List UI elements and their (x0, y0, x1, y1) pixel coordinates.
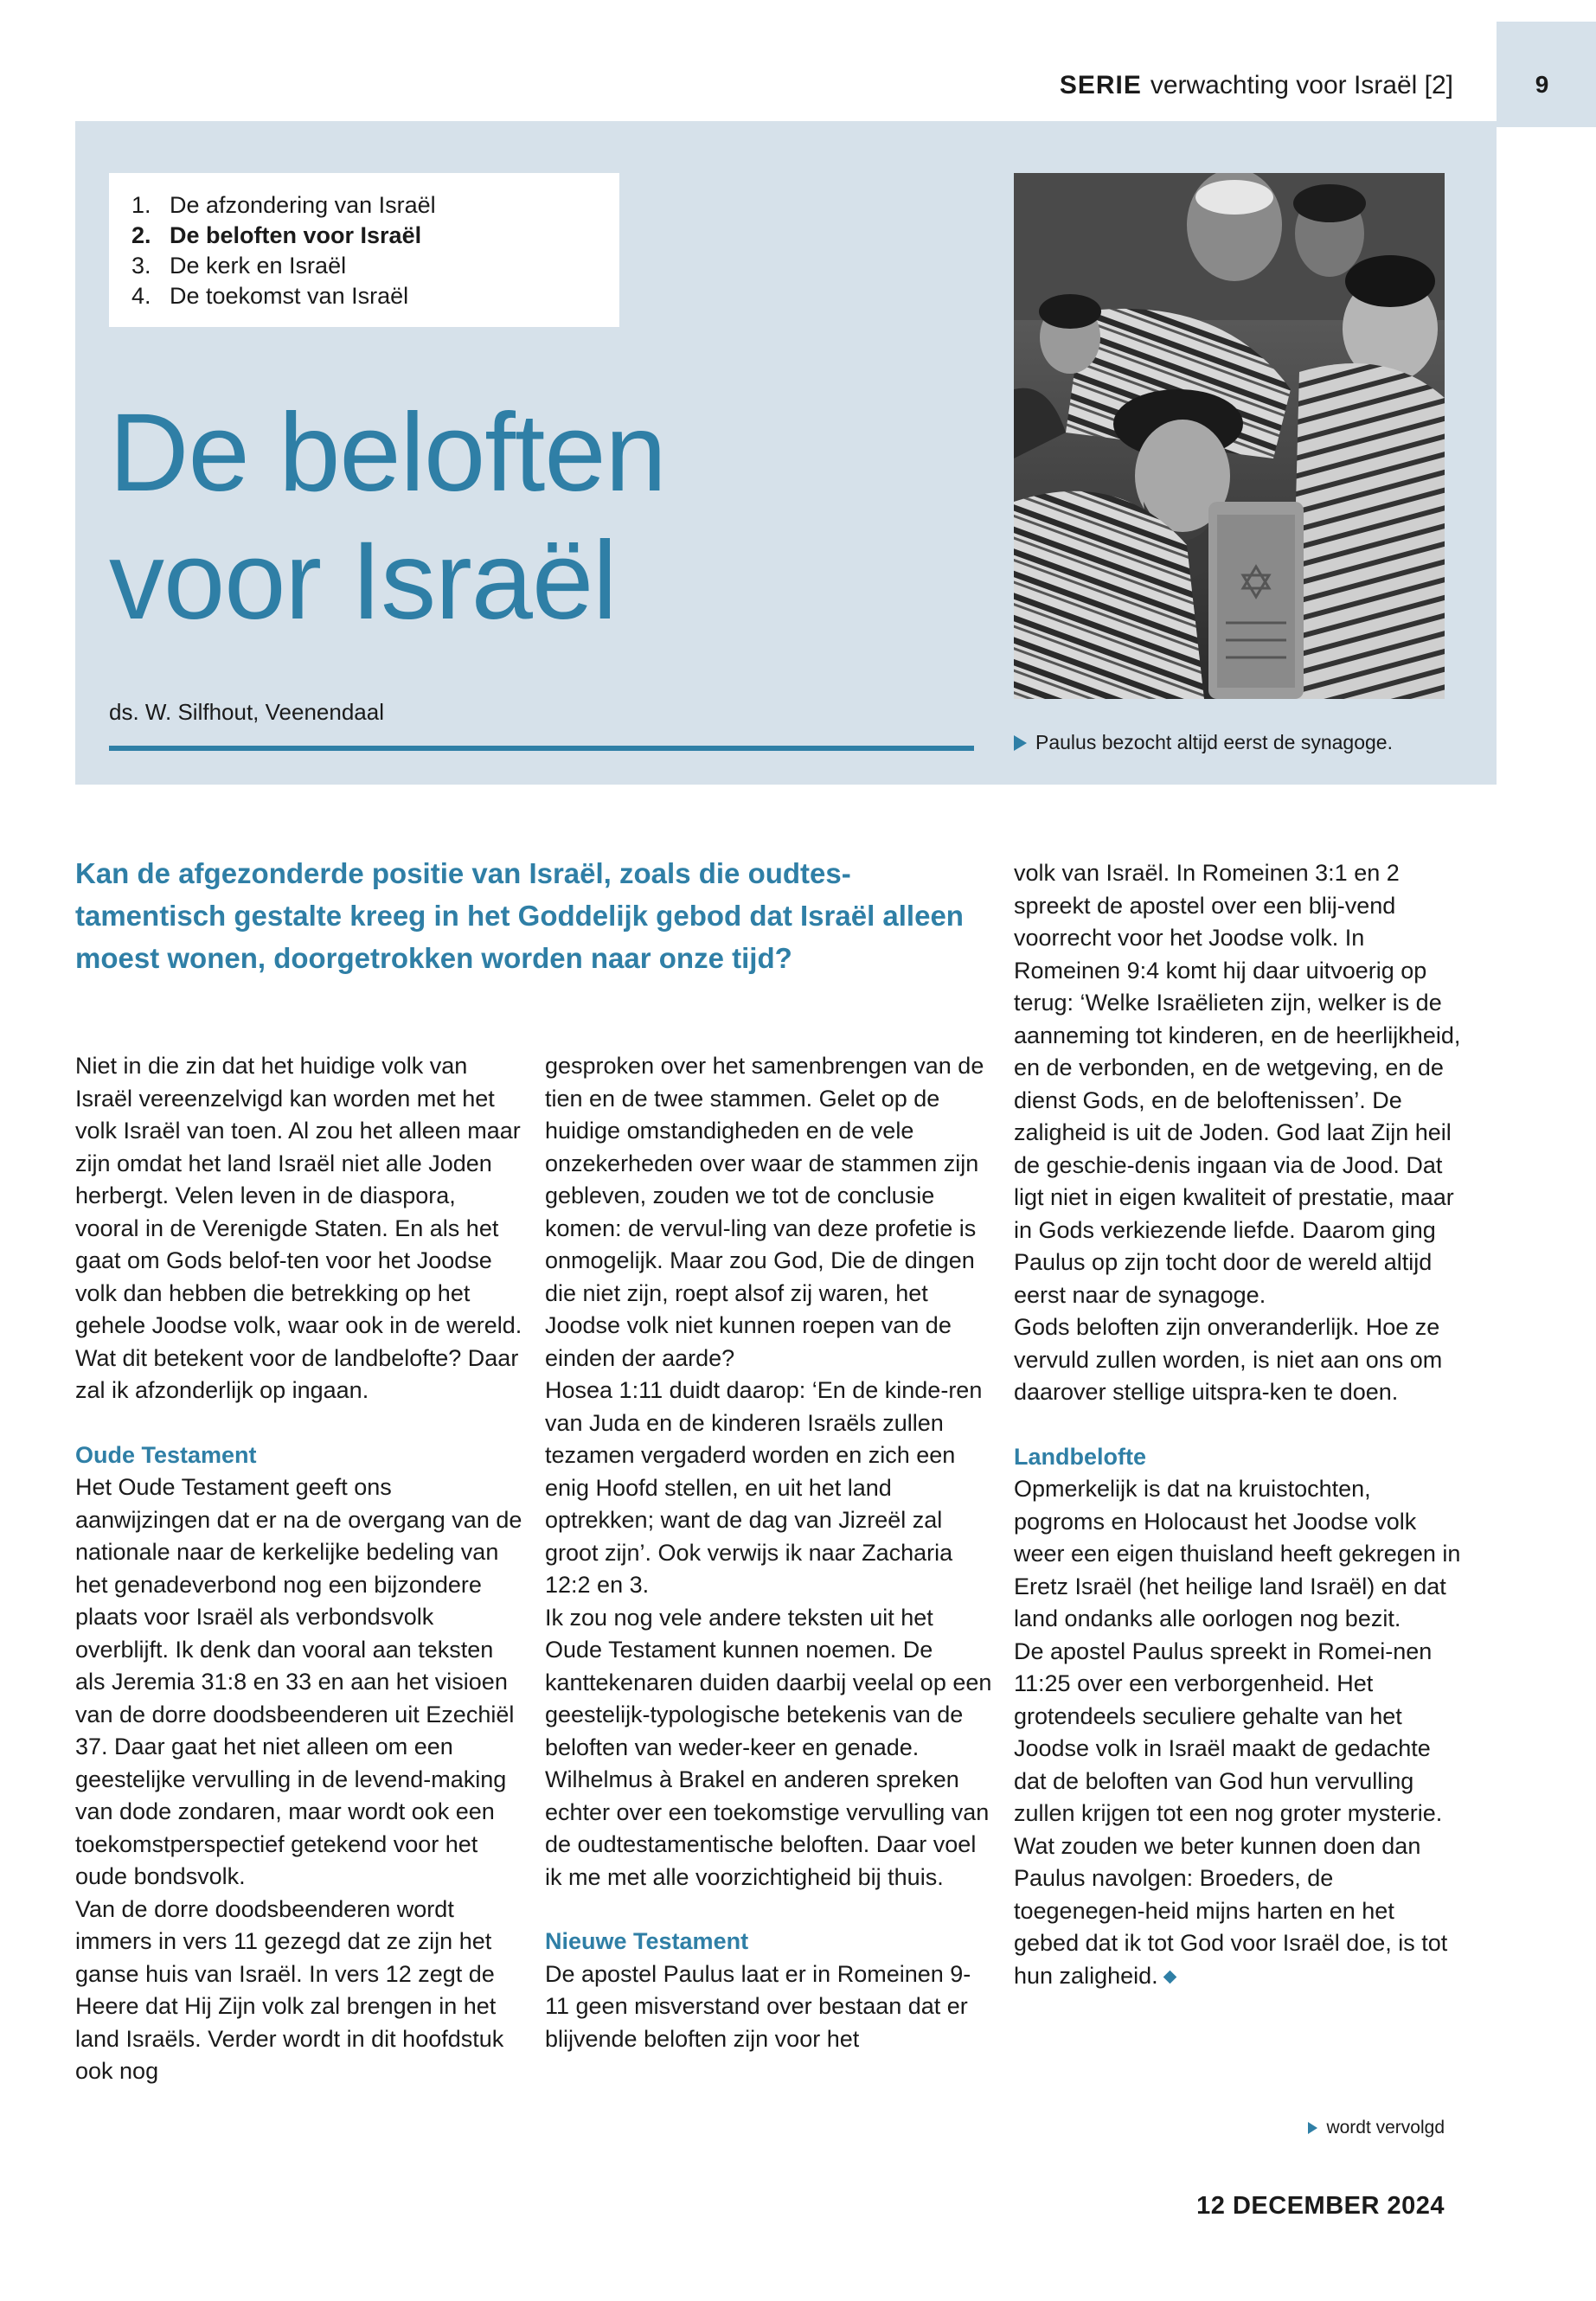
series-label: SERIE (1059, 71, 1142, 99)
heading-landbelofte: Landbelofte (1014, 1443, 1146, 1470)
toc-item (131, 221, 619, 251)
closing-text: De apostel Paulus spreekt in Romei-nen 11:25 over een verborgenheid. Het grotendeels seculiere gehalte van het Joodse volk in Israël maakt de gedachte dat de beloften van God hun vervulling zullen krijgen tot een nog groter mysterie. Wat zouden we beter kunnen doen dan Paulus navolgen: Broeders, de toegenegen-heid mijns harten en het gebed dat ik tot God voor Israël doe, is tot hun zaligheid. (1014, 1638, 1448, 1989)
heading-oude-testament: Oude Testament (75, 1441, 257, 1468)
paragraph: Ik zou nog vele andere teksten uit het Oude Testament kunnen noemen. De kanttekenaren duiden daarbij veelal op een geestelijk-typologische betekenis van de beloften van weder-keer en genade. (545, 1604, 992, 1760)
continued-note (1298, 2118, 1445, 2138)
page-number: 9 (1535, 71, 1549, 98)
toc-item (131, 251, 619, 281)
paragraph: Wilhelmus à Brakel en anderen spreken echter over een toekomstige vervulling van de oudtestamentische beloften. Daar voel ik me met alle voorzichtigheid bij thuis. (545, 1766, 990, 1890)
paragraph (1014, 1636, 1464, 1993)
toc-item-number: 1. (131, 192, 151, 218)
toc-item-label: De afzondering van Israël (170, 192, 436, 218)
series-toc (109, 173, 619, 327)
title-line-2: voor Israël (109, 519, 617, 643)
photo-caption (1014, 731, 1393, 754)
toc-item-number: 3. (131, 253, 151, 279)
toc-item-label: De beloften voor Israël (170, 222, 422, 248)
paragraph: Van de dorre doodsbeenderen wordt immers in vers 11 gezegd dat ze zijn het ganse huis van Israël. In vers 12 zegt de Heere dat Hij Zijn volk zal brengen in het land Israëls. Verder wordt in dit hoofdstuk ook nog (75, 1895, 504, 2084)
toc-item-number: 4. (131, 283, 151, 309)
photo-caption-text: Paulus bezocht altijd eerst de synagoge. (1035, 731, 1393, 753)
column-3 (1014, 857, 1464, 1992)
synagogue-painting-image (1014, 173, 1445, 699)
paragraph: volk van Israël. In Romeinen 3:1 en 2 spreekt de apostel over een blij-vend voorrecht voor het Joodse volk. In Romeinen 9:4 komt hij daar uitvoerig op terug: ‘Welke Israëlieten zijn, welker is de aanneming tot kinderen, en de heerlijkheid, en de verbonden, en de wetgeving, en de dienst Gods, en de beloftenissen’. De zaligheid is uit de Joden. God laat Zijn heil de geschie-denis ingaan via de Jood. Dat ligt niet in eigen kwaliteit of prestatie, maar in Gods verkiezende liefde. Daarom ging Paulus op zijn tocht door de wereld altijd eerst naar de synagoge. (1014, 860, 1461, 1308)
paragraph: Niet in die zin dat het huidige volk van Israël vereenzelvigd kan worden met het volk Israël van toen. Al zou het alleen maar zijn omdat het land Israël niet alle Joden herbergt. Velen leven in de diaspora, vooral in de Verenigde Staten. En als het gaat om Gods belof-ten voor het Joodse volk dan hebben die betrekking op het gehele Joodse volk, waar ook in de wereld. Wat dit betekent voor de landbelofte? Daar zal ik afzonderlijk op ingaan. (75, 1053, 522, 1403)
column-1 (75, 1050, 525, 2088)
title-rule (109, 746, 974, 751)
issue-date: 12 DECEMBER 2024 (1196, 2192, 1445, 2220)
toc-list (109, 173, 619, 311)
article-title (109, 389, 974, 645)
series-header (952, 71, 1453, 100)
toc-item-label: De toekomst van Israël (170, 283, 409, 309)
title-line-1: De beloften (109, 391, 666, 515)
toc-item-label: De kerk en Israël (170, 253, 347, 279)
paragraph: gesproken over het samenbrengen van de tien en de twee stammen. Gelet op de huidige omstandigheden en de vele onzekerheden over waar de stammen zijn gebleven, zouden we tot de conclusie komen: de vervul-ling van deze profetie is onmogelijk. Maar zou God, Die de dingen die niet zijn, roept alsof zij waren, het Joodse volk niet kunnen roepen van de einden der aarde? (545, 1053, 984, 1371)
paragraph: Hosea 1:11 duidt daarop: ‘En de kinde-ren van Juda en de kinderen Israëls zullen tezamen vergaderd worden en zich een enig Hoofd stellen, en uit het land optrekken; want de dag van Jizreël zal groot zijn’. Ook verwijs ik naar Zacharia 12:2 en 3. (545, 1377, 983, 1598)
toc-item (131, 190, 619, 221)
paragraph: Opmerkelijk is dat na kruistochten, pogroms en Holocaust het Joodse volk weer een eigen thuisland heeft gekregen in Eretz Israël (het heilige land Israël) en dat land ondanks alle oorlogen nog bezit. (1014, 1476, 1461, 1631)
toc-item (131, 281, 619, 311)
paragraph: Gods beloften zijn onveranderlijk. Hoe ze vervuld zullen worden, is niet aan ons om daarover stellige uitspra-ken te doen. (1014, 1314, 1443, 1405)
toc-item-number: 2. (131, 222, 151, 248)
article-intro: Kan de afgezonderde positie van Israël, zoals die oudtes-tamentisch gestalte kreeg in het Goddelijk gebod dat Israël alleen moest wonen, doorgetrokken worden naar onze tijd? (75, 857, 964, 974)
column-2 (545, 1050, 995, 2055)
continued-arrow-icon (1308, 2122, 1317, 2134)
series-title: verwachting voor Israël [2] (1150, 71, 1453, 99)
caption-arrow-icon (1014, 735, 1027, 751)
paragraph: De apostel Paulus laat er in Romeinen 9-11 geen misverstand over bestaan dat er blijvende beloften zijn voor het (545, 1960, 971, 2052)
author-byline: ds. W. Silfhout, Veenendaal (109, 699, 384, 725)
heading-nieuwe-testament: Nieuwe Testament (545, 1928, 749, 1954)
end-mark-icon (1163, 1970, 1176, 1984)
paragraph: Het Oude Testament geeft ons aanwijzingen dat er na de overgang van de nationale naar de kerkelijke bedeling van het genadeverbond nog een bijzondere plaats voor Israël als verbondsvolk overblijft. Ik denk dan vooral aan teksten als Jeremia 31:8 en 33 en aan het visioen van de dorre doodsbeenderen uit Ezechiël 37. Daar gaat het niet alleen om een geestelijke vervulling in de levend-making van dode zondaren, maar wordt ook een toekomstperspectief getekend voor het oude bondsvolk. (75, 1474, 522, 1889)
synagogue-painting (1014, 173, 1445, 699)
continued-text: wordt vervolgd (1326, 2118, 1445, 2138)
